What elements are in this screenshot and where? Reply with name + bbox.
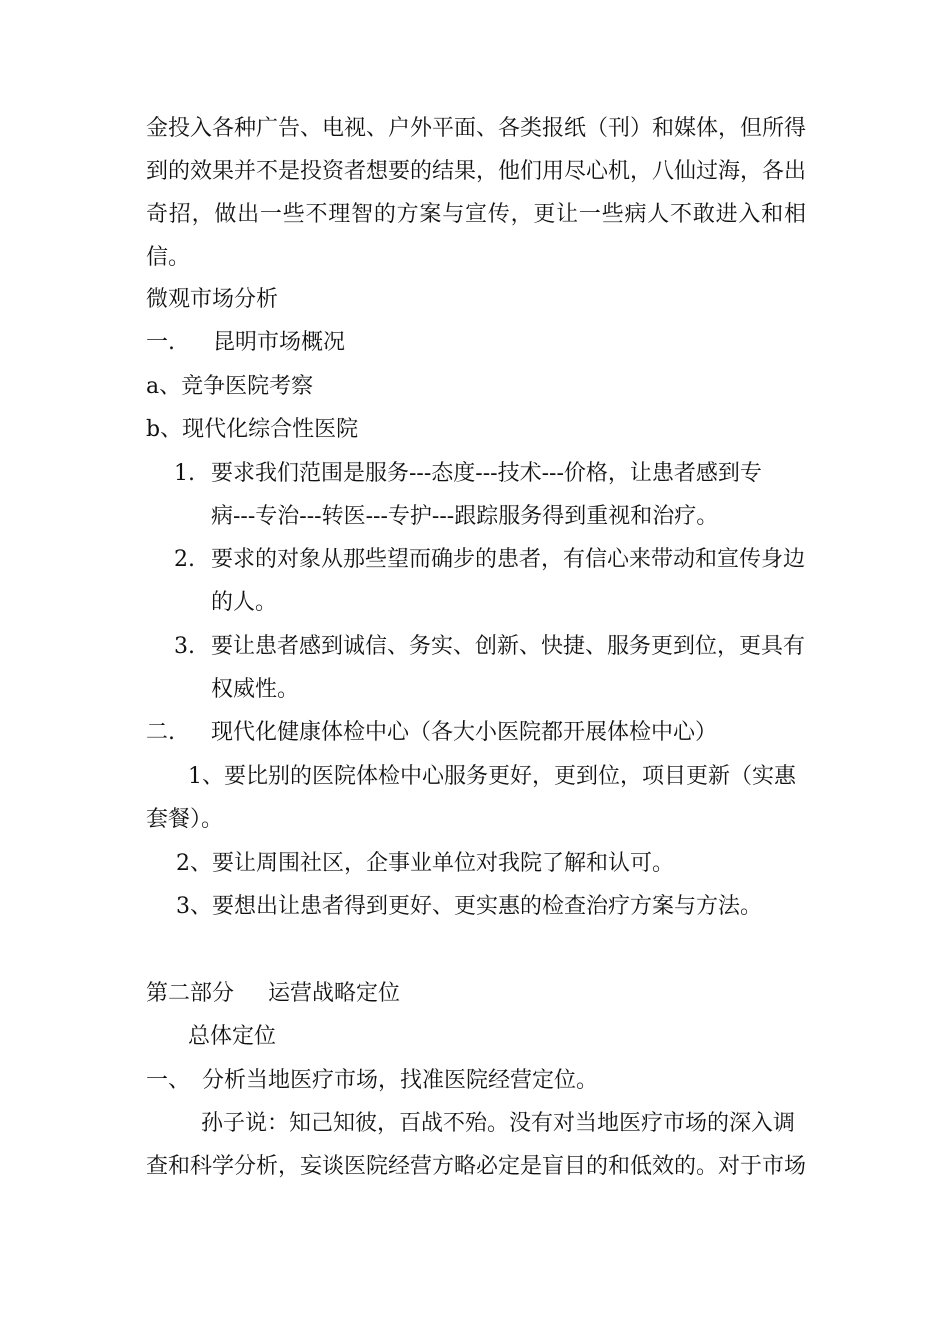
item-1-number: 一. xyxy=(146,330,175,355)
intro-line-3: 奇招，做出一些不理智的方案与宣传，更让一些病人不敢进入和相信。 xyxy=(146,202,806,270)
subitem-3-line-1: 要让患者感到诚信、务实、创新、快捷、服务更到位，更具有 xyxy=(211,634,806,659)
part-item-1-number: 一、 xyxy=(146,1068,191,1093)
subitem-3-number: 3. xyxy=(174,634,195,659)
item-2-number: 二. xyxy=(146,720,175,745)
item-a: a、竞争医院考察 xyxy=(146,374,314,399)
checkup-item-3: 3、要想出让患者得到更好、更实惠的检查治疗方案与方法。 xyxy=(176,894,762,919)
part-paragraph-line-2: 查和科学分析，妄谈医院经营方略必定是盲目的和低效的。对于市场 xyxy=(146,1154,807,1179)
subitem-1-line-1: 要求我们范围是服务---态度---技术---价格，让患者感到专 xyxy=(211,461,762,486)
checkup-item-1-line-1: 1、要比别的医院体检中心服务更好，更到位，项目更新（实惠 xyxy=(188,764,796,789)
subitem-2-number: 2. xyxy=(174,547,195,572)
item-2-heading: 现代化健康体检中心（各大小医院都开展体检中心） xyxy=(211,720,718,745)
checkup-item-2: 2、要让周围社区，企事业单位对我院了解和认可。 xyxy=(176,851,674,876)
part-subtitle: 总体定位 xyxy=(188,1024,277,1049)
part-paragraph-line-1: 孙子说：知己知彼，百战不殆。没有对当地医疗市场的深入调 xyxy=(201,1111,796,1136)
part-item-1-heading: 分析当地医疗市场，找准医院经营定位。 xyxy=(202,1068,599,1093)
subitem-2-line-2: 的人。 xyxy=(211,590,278,615)
part-label: 第二部分 xyxy=(146,981,235,1006)
checkup-item-1-line-2: 套餐）。 xyxy=(146,807,224,832)
subitem-1-line-2: 病---专治---转医---专护---跟踪服务得到重视和治疗。 xyxy=(211,504,719,529)
section-title: 微观市场分析 xyxy=(146,287,279,312)
subitem-1-number: 1. xyxy=(174,461,195,486)
subitem-3-line-2: 权威性。 xyxy=(211,677,300,702)
part-title: 运营战略定位 xyxy=(268,981,401,1006)
subitem-2-line-1: 要求的对象从那些望而确步的患者，有信心来带动和宣传身边 xyxy=(211,547,806,572)
intro-line-1: 金投入各种广告、电视、户外平面、各类报纸（刊）和媒体，但所得 xyxy=(146,116,807,141)
intro-line-2: 到的效果并不是投资者想要的结果，他们用尽心机，八仙过海，各出 xyxy=(146,159,807,184)
item-1-heading: 昆明市场概况 xyxy=(213,330,346,355)
item-b: b、现代化综合性医院 xyxy=(146,417,359,442)
